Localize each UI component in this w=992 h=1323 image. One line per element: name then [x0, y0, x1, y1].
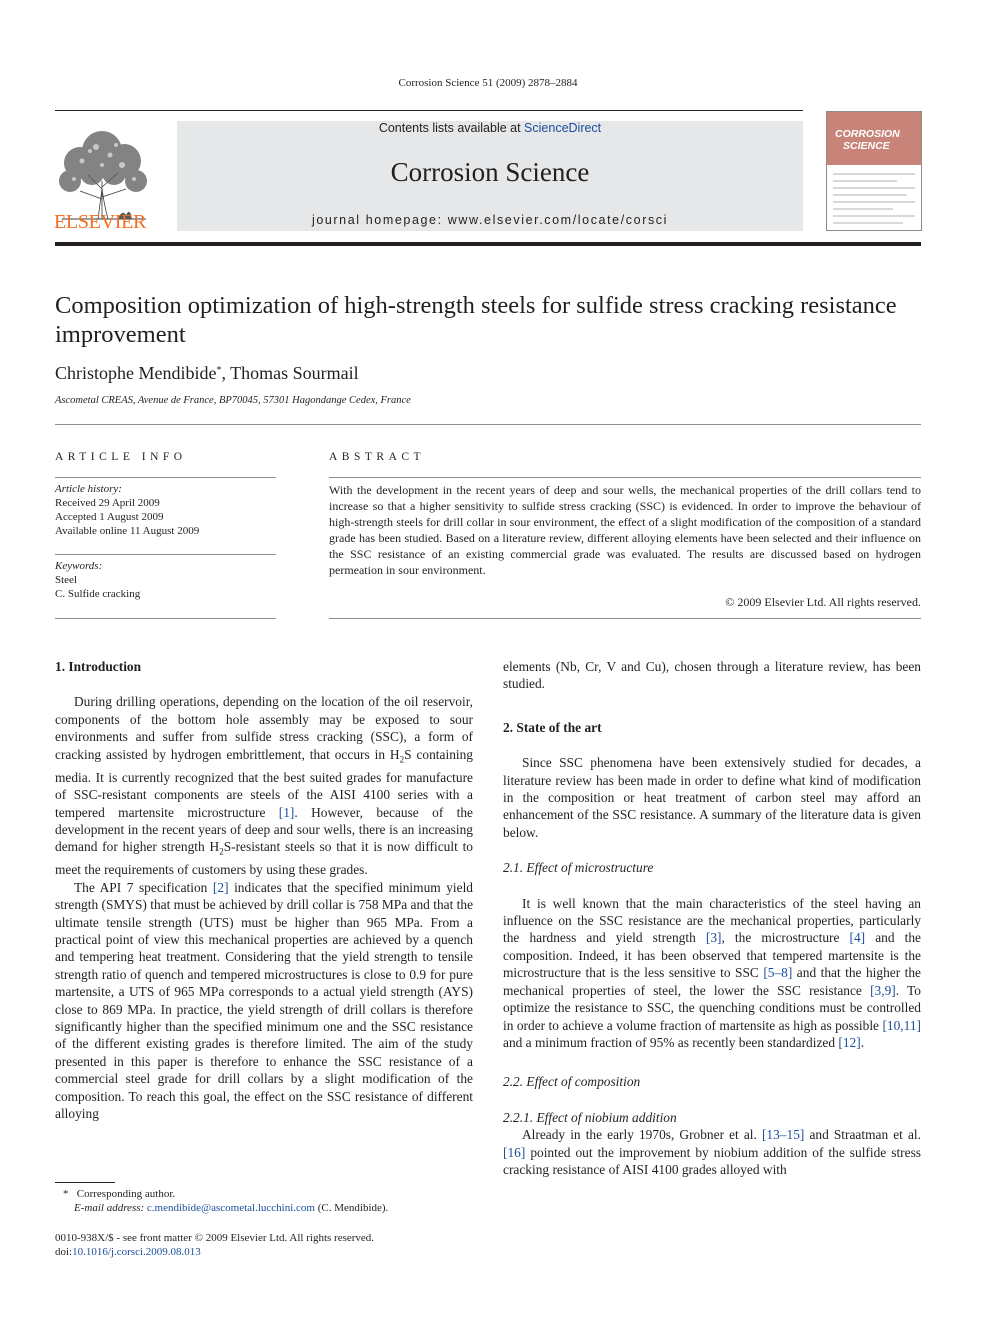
- keyword: C. Sulfide cracking: [55, 588, 141, 600]
- journal-title: Corrosion Science: [390, 157, 590, 187]
- abstract-copyright: © 2009 Elsevier Ltd. All rights reserved.: [725, 595, 921, 609]
- left-column: [55, 658, 473, 1123]
- citation-link[interactable]: [5–8]: [763, 965, 793, 981]
- author-list: [55, 363, 359, 384]
- keywords-label: Keywords:: [55, 560, 103, 572]
- abstract-bottom-rule: [329, 618, 921, 619]
- subsubsection-heading-niobium: 2.2.1. Effect of niobium addition: [503, 1109, 677, 1125]
- paragraph: Since SSC phenomena have been extensively studied for decades, a literature review has been made in order to define what kind of modification in the composition or heat treatment of carbon steel may afford an enhancement of the SSC resistance. A summary of the literature data is given below.: [503, 755, 921, 840]
- issn-line: 0010-938X/$ - see front matter © 2009 Elsevier Ltd. All rights reserved.: [55, 1232, 375, 1244]
- article-info-heading: ARTICLE INFO: [55, 451, 187, 463]
- cover-title-line1: CORROSION: [835, 128, 900, 140]
- contents-prefix: Contents lists available at: [378, 121, 525, 135]
- journal-cover-thumbnail: [826, 111, 922, 231]
- keyword: Steel: [55, 574, 77, 586]
- citation-link[interactable]: [13–15]: [761, 1127, 805, 1143]
- citation-link[interactable]: [12]: [838, 1034, 861, 1050]
- title-bottom-rule: [55, 424, 921, 425]
- citation-link[interactable]: [3,9]: [870, 982, 896, 998]
- history-label: Article history:: [55, 483, 122, 495]
- online-date: Available online 11 August 2009: [55, 525, 200, 537]
- journal-homepage[interactable]: journal homepage: www.elsevier.com/locate/corsci: [311, 213, 669, 227]
- header-top-rule: [55, 110, 803, 111]
- article-title: Composition optimization of high-strength steels for sulfide stress cracking resistance improvement: [55, 292, 897, 348]
- citation-link[interactable]: [10,11]: [882, 1017, 921, 1033]
- citation-link[interactable]: [2]: [212, 879, 229, 895]
- email-link[interactable]: c.mendibide@ascometal.lucchini.com: [146, 1202, 315, 1214]
- section-heading-introduction: 1. Introduction: [55, 659, 142, 674]
- header-thick-rule: [55, 242, 921, 246]
- footnote-rule: [55, 1182, 115, 1183]
- corresponding-author-note: * Corresponding author.: [63, 1188, 176, 1200]
- author-separator: ,: [221, 363, 231, 383]
- received-date: Received 29 April 2009: [55, 497, 160, 509]
- corresponding-author-mark[interactable]: *: [216, 365, 222, 376]
- cover-contents-lines: [827, 168, 921, 230]
- abstract-text: With the development in the recent years of deep and sour wells, the mechanical properties of the drill collars tend to increase so that a higher sensitivity to sulfide stress cracking (SSC) is evidenced. In order to improve the behaviour of high-strength steels for drill collar in sour environment, the effect of a slight modification of the composition of a standard grade has been studied. Based on a literature review, different alloying elements have been selected and their influence on the SSC resistance of an existing commercial grade was evaluated. The results are discussed based on hydrogen permeation in sour environment.: [329, 483, 921, 577]
- doi-line: doi:10.1016/j.corsci.2009.08.013: [55, 1246, 201, 1258]
- citation-link[interactable]: [16]: [503, 1144, 526, 1160]
- cover-title: [835, 128, 900, 152]
- paragraph: Already in the early 1970s, Grobner et al. [13–15] and Straatman et al. [16] pointed out the improvement by niobium addition of the sulfide stress cracking resistance of AISI 4100 grades alloyed with: [503, 1127, 921, 1177]
- paragraph: It is well known that the main characteristics of the steel having an influence on the SSC resistance are the mechanical properties, particularly the hardness and yield strength [3], the microstructure [4] and the composition. Indeed, it has been observed that tempered martensite is the microstructure that is the less sensitive to SSC [5–8] and that the higher the mechanical properties of steel, the lower the SSC resistance [3,9]. To optimize the resistance to SSC, the quenching conditions must be controlled in order to achieve a volume fraction of martensite as high as possible [10,11] and a minimum fraction of 95% as recently been standardized [12].: [503, 895, 921, 1050]
- keywords: [55, 559, 276, 601]
- right-column: [503, 658, 921, 1178]
- sciencedirect-link[interactable]: ScienceDirect: [524, 121, 602, 135]
- author-name: Christophe Mendibide: [55, 363, 217, 383]
- contents-line: [177, 121, 803, 136]
- journal-banner: [177, 121, 803, 231]
- subsection-heading-composition: 2.2. Effect of composition: [503, 1074, 641, 1090]
- citation-link[interactable]: [1]: [278, 804, 295, 820]
- subsection-heading-microstructure: 2.1. Effect of microstructure: [503, 860, 654, 876]
- author-name: Thomas Sourmail: [230, 363, 359, 383]
- cover-title-line2: SCIENCE: [843, 140, 890, 152]
- keywords-rule: [55, 554, 276, 555]
- affiliation: Ascometal CREAS, Avenue de France, BP70045, 57301 Hagondange Cedex, France: [55, 395, 411, 406]
- article-info-rule: [55, 477, 276, 478]
- journal-citation: Corrosion Science 51 (2009) 2878–2884: [398, 77, 578, 89]
- abstract-top-rule: [329, 477, 921, 478]
- paragraph: The API 7 specification [2] indicates that the specified minimum yield strength (SMYS) that must be achieved by drill collar is 758 MPa and that the ultimate tensile strength (UTS) must be higher than 965 MPa. From a practical point of view this mechanical properties are achieved by a quench and tempering heat treatment. Considering that the yield strength to tensile strength ratio of quench and tempered microstructures is close to 0.9 for pure martensite, a UTS of 965 MPa corresponds to a actual yield strength (AYS) close to 869 MPa. In practice, the yield strength of drill collars is therefore significantly higher than the specified minimum one and the SSC resistance of the different existing grades is therefore limited. The aim of the study presented in this paper is therefore to enhance the SSC resistance of a commercial steel grade for drill collars by a slight modification of the composition. To reach this goal, the effect on the SSC resistance of different alloying: [55, 879, 474, 1122]
- abstract-heading: ABSTRACT: [329, 451, 426, 463]
- doi-link[interactable]: 10.1016/j.corsci.2009.08.013: [72, 1246, 201, 1258]
- paragraph: During drilling operations, depending on the location of the oil reservoir, components of the bottom hole assembly may be exposed to sour environments and suffer from sulfide stress cracking (SSC), a form of cracking assisted by hydrogen embrittlement, that occurs in $H_2S$ containing media. It is currently recognized that the best suited grades for manufacture of SSC-resistant components are steels of the AISI 4100 series with a tempered martensite microstructure [1]. However, because of the development in the recent years of deep and sour wells, there is an increasing demand for higher strength $H_2S$-resistant steels so that it is now difficult to meet the requirements of customers by using these grades.: [55, 694, 474, 878]
- publisher-name: ELSEVIER: [54, 211, 147, 233]
- email-note: E-mail address: c.mendibide@ascometal.lucchini.com (C. Mendibide).: [74, 1202, 389, 1214]
- footnotes: [55, 1187, 473, 1215]
- accepted-date: Accepted 1 August 2009: [55, 511, 164, 523]
- citation-link[interactable]: [4]: [849, 930, 866, 946]
- info-bottom-rule: [55, 618, 276, 619]
- article-history: [55, 482, 276, 538]
- section-heading-state-of-the-art: 2. State of the art: [503, 719, 602, 735]
- citation-link[interactable]: [3]: [705, 930, 722, 946]
- paragraph: elements (Nb, Cr, V and Cu), chosen through a literature review, has been studied.: [503, 659, 921, 692]
